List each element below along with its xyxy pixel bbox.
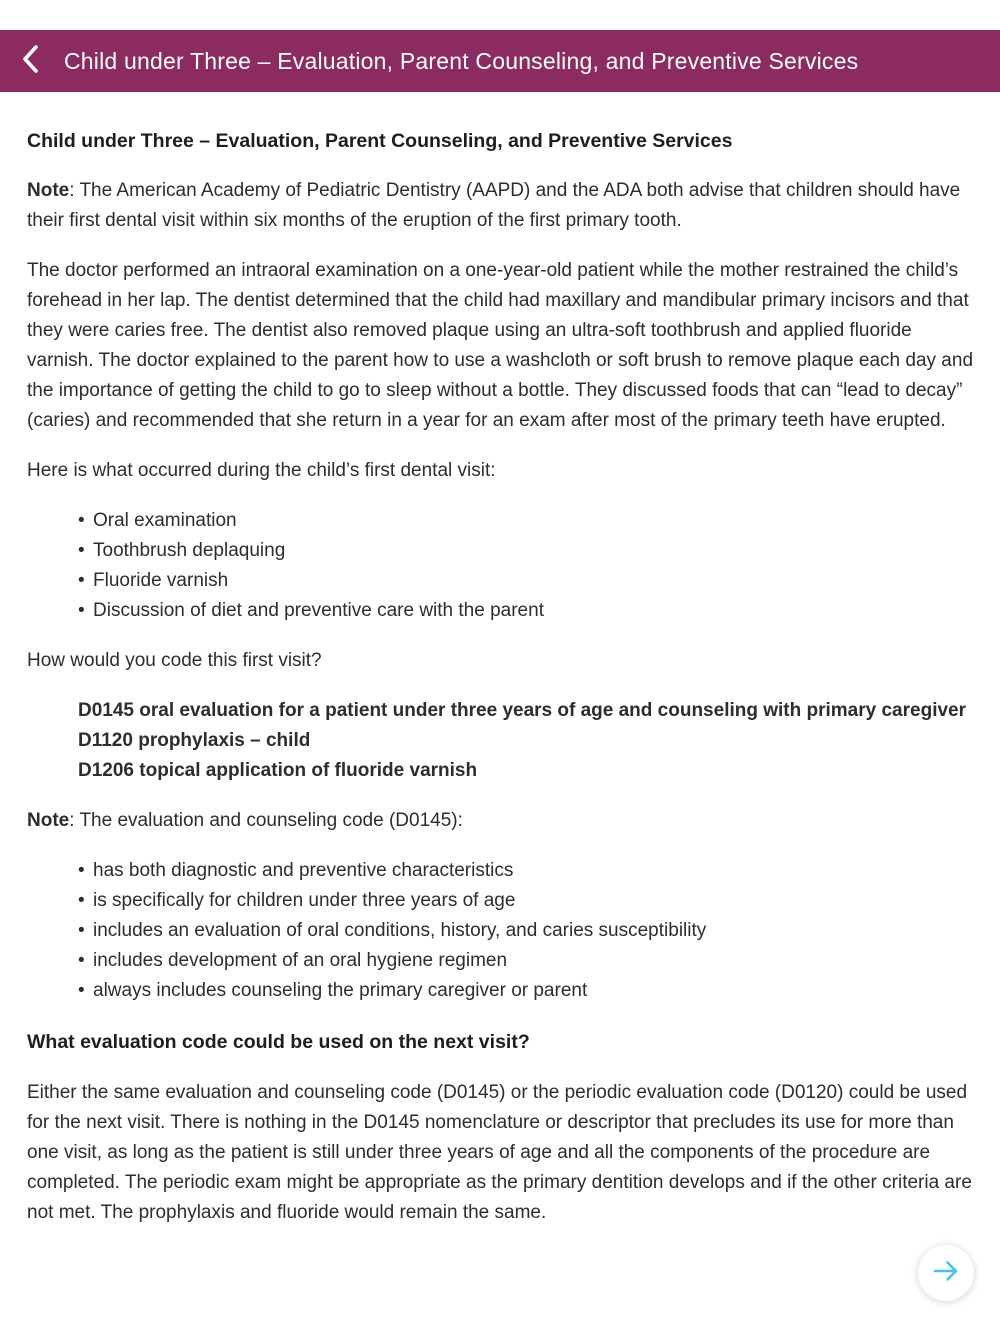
list-item: • Oral examination	[78, 506, 973, 536]
list-item: • Fluoride varnish	[78, 566, 973, 596]
note-text-1: : The American Academy of Pediatric Dentistry (AAPD) and the ADA both advise that children should have their first dental visit within six months of the eruption of the first primary tooth.	[27, 180, 961, 231]
list-item: • has both diagnostic and preventive characteristics	[78, 856, 973, 886]
cdt-code-line: D1120 prophylaxis – child	[78, 730, 311, 751]
note-label-1: Note	[27, 180, 70, 201]
note-paragraph-1	[27, 176, 973, 236]
code-features-list	[27, 856, 973, 1006]
list-item: • includes an evaluation of oral conditions, history, and caries susceptibility	[78, 916, 973, 946]
article-content	[0, 92, 1000, 1228]
back-button[interactable]	[20, 41, 58, 81]
coding-question: How would you code this first visit?	[27, 650, 322, 671]
cdt-code-line: D0145 oral evaluation for a patient under three years of age and counseling with primary caregiver	[78, 700, 966, 721]
cdt-code-line: D1206 topical application of fluoride varnish	[78, 760, 478, 781]
next-visit-subheading: What evaluation code could be used on the next visit?	[27, 1031, 530, 1053]
list-item: • Toothbrush deplaquing	[78, 536, 973, 566]
page-title: Child under Three – Evaluation, Parent Counseling, and Preventive Services	[64, 47, 859, 74]
status-bar-spacer	[0, 0, 1000, 30]
visit-items-list	[27, 506, 973, 626]
answer-paragraph: Either the same evaluation and counseling code (D0145) or the periodic evaluation code (D0120) could be used for the next visit. There is nothing in the D0145 nomenclature or descriptor that precludes its use for more than one visit, as long as the patient is still under three years of age and all the components of the procedure are completed. The periodic exam might be appropriate as the primary dentition develops and if the other criteria are not met. The prophylaxis and fluoride would remain the same.	[27, 1082, 972, 1223]
chevron-left-icon	[20, 44, 42, 79]
note-label-2: Note	[27, 810, 70, 831]
list-item: • is specifically for children under three years of age	[78, 886, 973, 916]
case-paragraph: The doctor performed an intraoral examination on a one-year-old patient while the mother restrained the child’s forehead in her lap. The dentist determined that the child had maxillary and mandibular primary incisors and that they were caries free. The dentist also removed plaque using an ultra-soft toothbrush and applied fluoride varnish. The doctor explained to the parent how to use a washcloth or soft brush to remove plaque each day and the importance of getting the child to go to sleep without a bottle. They discussed foods that can “lead to decay” (caries) and recommended that she return in a year for an exam after most of the primary teeth have erupted.	[27, 260, 974, 431]
cdt-code-answers	[78, 696, 973, 786]
list-item: • Discussion of diet and preventive care with the parent	[78, 596, 973, 626]
next-page-button[interactable]	[918, 1245, 974, 1301]
note-text-2: : The evaluation and counseling code (D0145):	[69, 810, 463, 831]
arrow-right-icon	[930, 1255, 962, 1292]
visit-intro: Here is what occurred during the child’s first dental visit:	[27, 460, 496, 481]
list-item: • includes development of an oral hygiene regimen	[78, 946, 973, 976]
navigation-bar	[0, 30, 1000, 92]
note-paragraph-2	[27, 806, 973, 836]
list-item: • always includes counseling the primary caregiver or parent	[78, 976, 973, 1006]
article-heading: Child under Three – Evaluation, Parent Counseling, and Preventive Services	[27, 130, 733, 152]
